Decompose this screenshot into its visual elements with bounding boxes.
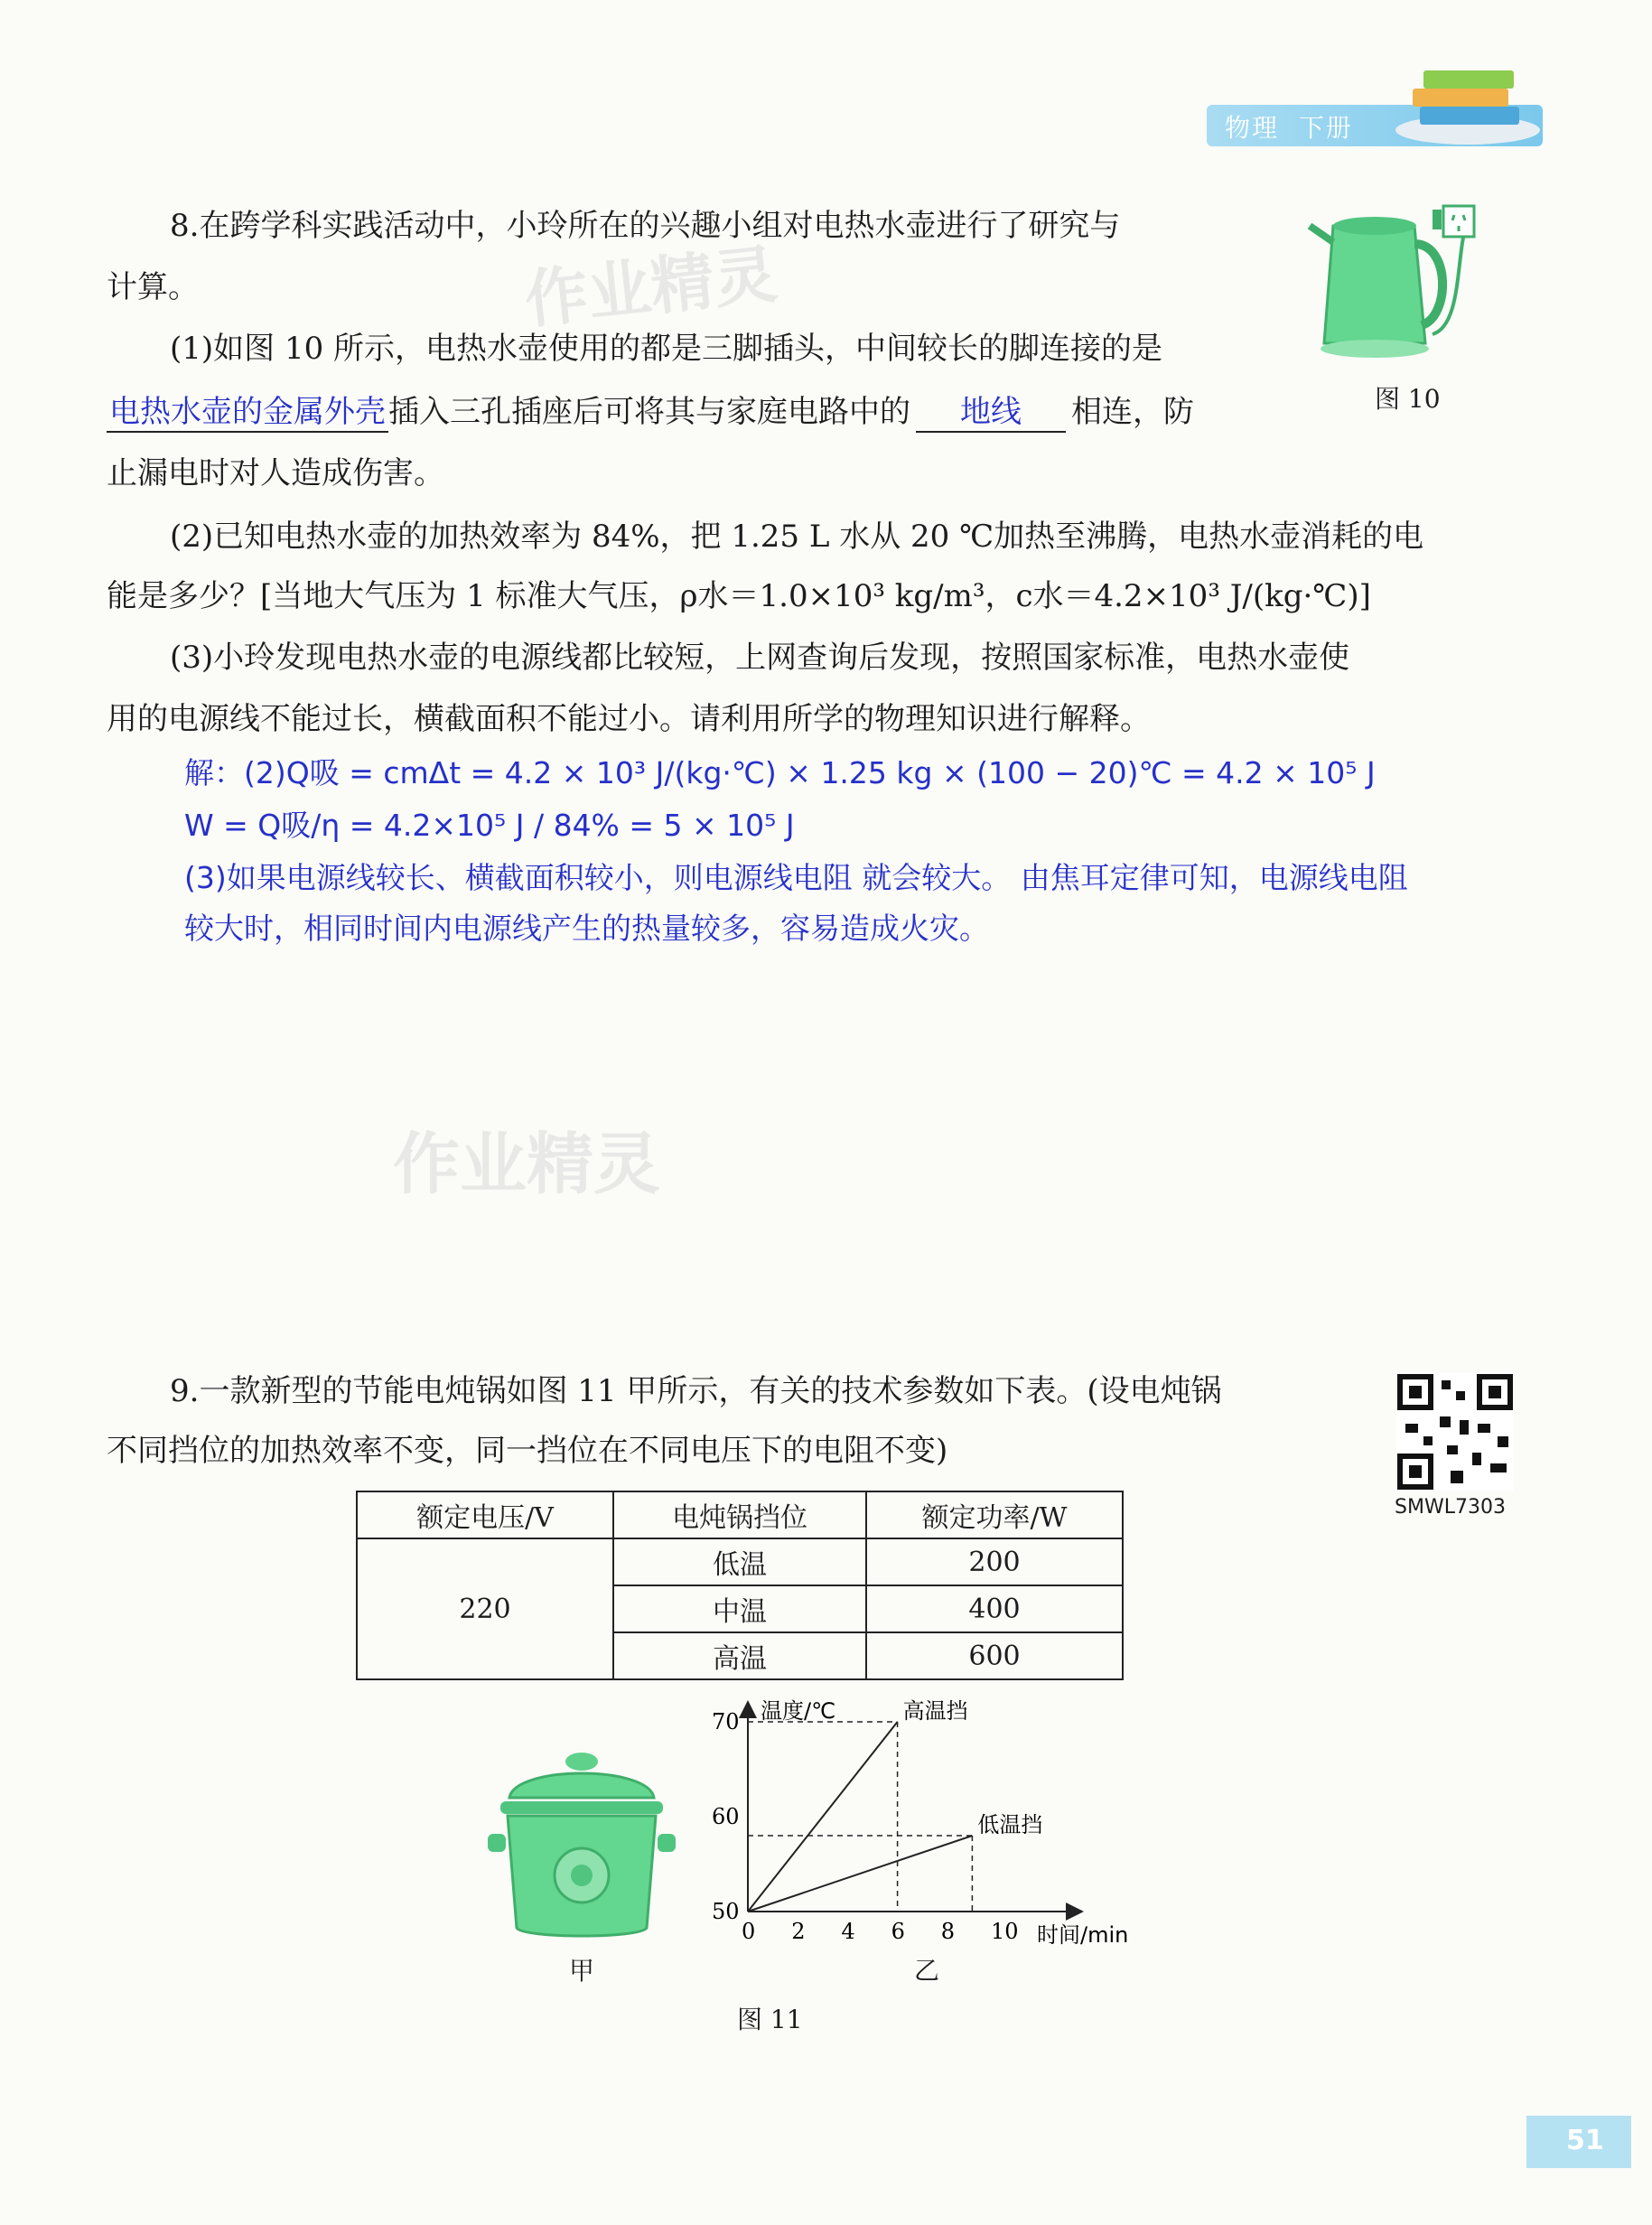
table-cell: 600 <box>866 1632 1123 1679</box>
watermark: 作业精灵 <box>393 1126 660 1203</box>
table-cell: 低温 <box>613 1538 866 1585</box>
table-header: 电炖锅挡位 <box>613 1491 866 1538</box>
table-header: 额定功率/W <box>866 1491 1123 1538</box>
x-tick-label: 10 <box>991 1919 1019 1944</box>
series-label: 高温挡 <box>902 1698 968 1724</box>
part1-end-text: 相连，防 <box>1071 394 1194 430</box>
watermark: 作业精灵 <box>521 237 781 338</box>
solution-line-1: 解：(2)Q吸 = cmΔt = 4.2 × 10³ J/(kg·℃) × 1.25 kg × (100 − 20)℃ = 4.2 × 10⁵ J <box>184 755 1376 790</box>
parameter-table <box>356 1491 1124 1680</box>
part1-middle-text: 插入三孔插座后可将其与家庭电路中的 <box>388 394 910 430</box>
temperature-chart <box>686 1698 1156 1969</box>
q8-part3-line-2: 用的电源线不能过长，横截面积不能过小。请利用所学的物理知识进行解释。 <box>107 701 1151 737</box>
x-tick-label: 2 <box>791 1919 806 1944</box>
figure-label-jia: 甲 <box>569 1956 595 1986</box>
table-cell: 400 <box>866 1585 1123 1632</box>
figure-label-yi: 乙 <box>914 1956 940 1986</box>
figure-11-caption: 图 11 <box>737 2005 803 2034</box>
table-cell-voltage: 220 <box>357 1538 613 1679</box>
page-number: 51 <box>1566 2125 1604 2156</box>
q8-stem-line-1: 8.在跨学科实践活动中，小玲所在的兴趣小组对电热水壶进行了研究与 <box>170 208 1121 244</box>
table-cell: 中温 <box>613 1585 866 1632</box>
y-tick-label: 70 <box>712 1709 740 1734</box>
q8-part1-line-3: 止漏电时对人造成伤害。 <box>107 455 444 491</box>
solution-line-4: 较大时，相同时间内电源线产生的热量较多，容易造成火灾。 <box>184 911 989 946</box>
header-subject: 物理 <box>1225 113 1280 143</box>
series-line <box>748 1722 898 1912</box>
x-tick-label: 4 <box>841 1919 855 1944</box>
series-line <box>748 1836 972 1912</box>
q8-part2-line-1: (2)已知电热水壶的加热效率为 84%，把 1.25 L 水从 20 ℃加热至沸腾，电热水壶消耗的电 <box>170 519 1424 555</box>
table-header: 额定电压/V <box>357 1491 613 1538</box>
header-volume: 下册 <box>1298 113 1353 143</box>
books-icon <box>1391 60 1545 150</box>
q8-part3-line-1: (3)小玲发现电热水壶的电源线都比较短，上网查询后发现，按照国家标准，电热水壶使 <box>170 640 1350 676</box>
q8-part1-line-2 <box>107 387 1194 433</box>
solution-line-3: (3)如果电源线较长、横截面积较小，则电源线电阻 就会较大。 由焦耳定律可知，电源线电阻 <box>184 860 1408 895</box>
q8-stem-line-2: 计算。 <box>107 269 199 305</box>
header-label <box>1225 108 1353 145</box>
figure-10-caption: 图 10 <box>1375 384 1441 414</box>
qr-code-label: SMWL7303 <box>1395 1496 1506 1519</box>
solution-line-2: W = Q吸/η = 4.2×10⁵ J / 84% = 5 × 10⁵ J <box>184 808 795 843</box>
table-cell: 200 <box>866 1538 1123 1585</box>
y-axis-label: 温度/℃ <box>761 1698 836 1724</box>
x-tick-label: 6 <box>891 1919 905 1944</box>
qr-code-icon[interactable] <box>1396 1373 1514 1491</box>
x-tick-label: 0 <box>742 1919 756 1944</box>
socket-icon <box>1433 190 1505 244</box>
x-axis-label: 时间/min <box>1037 1922 1129 1948</box>
q9-stem-line-2: 不同挡位的加热效率不变，同一挡位在不同电压下的电阻不变) <box>107 1433 948 1469</box>
q9-stem-line-1: 9.一款新型的节能电炖锅如图 11 甲所示，有关的技术参数如下表。(设电炖锅 <box>170 1373 1222 1409</box>
q8-part2-line-2: 能是多少？[当地大气压为 1 标准大气压，ρ水＝1.0×10³ kg/m³，c水＝4.2×10³ J/(kg·℃)] <box>107 578 1371 614</box>
answer-blank-1: 电热水壶的金属外壳 <box>107 387 388 433</box>
slow-cooker-figure <box>488 1747 677 1948</box>
y-tick-label: 50 <box>712 1899 740 1924</box>
series-label: 低温挡 <box>977 1812 1043 1837</box>
table-cell: 高温 <box>613 1632 866 1679</box>
answer-blank-2: 地线 <box>916 387 1066 433</box>
x-tick-label: 8 <box>940 1919 956 1944</box>
q8-part1-line-1: (1)如图 10 所示，电热水壶使用的都是三脚插头，中间较长的脚连接的是 <box>170 331 1163 367</box>
y-tick-label: 60 <box>712 1804 740 1829</box>
page-number-tab <box>1526 2116 1631 2168</box>
